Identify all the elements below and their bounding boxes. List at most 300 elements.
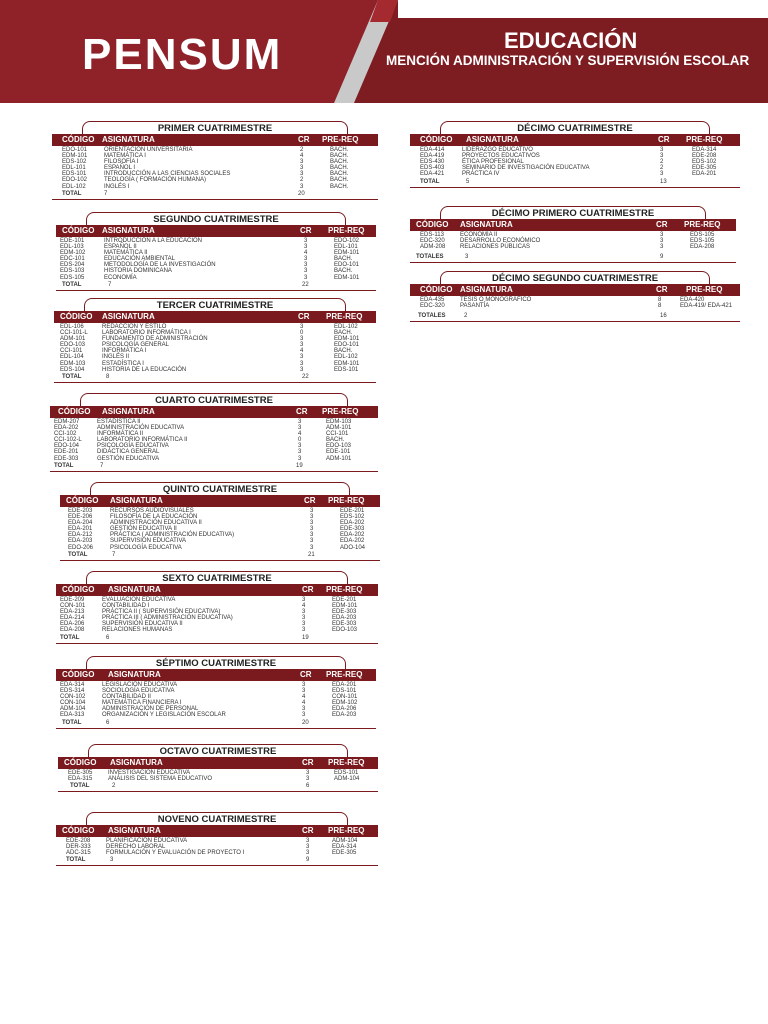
course-name: DESARROLLO ECONÓMICO (460, 238, 541, 245)
course-name: GESTIÓN EDUCATIVA (97, 455, 160, 462)
course-name: FORMULACIÓN Y EVALUACIÓN DE PROYECTO I (106, 850, 245, 857)
course-credits: 3 (306, 838, 310, 844)
course-name: INGLÉS II (102, 354, 130, 361)
course-credits: 3 (300, 159, 304, 166)
total-course-count: 7 (104, 190, 108, 197)
course-name: FILOSOFÍA I (104, 159, 139, 166)
course-code: EDL-102 (62, 183, 86, 190)
semester-section (54, 298, 376, 385)
course-prereq: ADM-101 (326, 425, 352, 432)
course-prereq: BACH. (330, 153, 349, 160)
course-credits: 3 (306, 844, 310, 851)
code-column-header: CÓDIGO (66, 496, 99, 505)
course-name: TESIS O MONOGRÁFICO (460, 297, 532, 303)
column-header-bar (56, 225, 376, 237)
course-credits: 0 (298, 437, 302, 444)
cr-column-header: CR (656, 220, 668, 229)
course-prereq: ADM-104 (334, 776, 360, 783)
course-prereq: BACH. (330, 183, 349, 190)
course-credits: 8 (658, 303, 662, 310)
course-name: ADMINISTRACIÓN DE PERSONAL (102, 706, 199, 713)
course-name: PRÁCTICA II ( SUPERVISIÓN EDUCATIVA) (102, 609, 221, 616)
total-label: TOTAL (420, 178, 440, 185)
total-credits: 22 (302, 281, 309, 288)
semester-section (410, 206, 736, 265)
total-course-count: 6 (106, 719, 110, 726)
course-list (52, 147, 378, 190)
course-credits: 4 (302, 603, 306, 610)
semester-section (410, 271, 740, 324)
course-prereq: EDA-314 (332, 844, 357, 851)
course-credits: 3 (302, 706, 306, 713)
course-prereq: EDS-101 (334, 770, 359, 776)
subject-column-header: ASIGNATURA (108, 585, 161, 594)
course-credits: 3 (302, 627, 306, 634)
semester-title: DÉCIMO SEGUNDO CUATRIMESTRE (440, 271, 710, 287)
course-prereq: CCI-101 (326, 431, 349, 438)
course-credits: 3 (302, 615, 306, 622)
section-divider (54, 382, 376, 383)
total-credits: 6 (306, 783, 310, 790)
course-name: ADMINISTRACIÓN EDUCATIVA II (110, 520, 202, 527)
course-credits: 3 (310, 532, 314, 539)
course-code: EDE-305 (68, 770, 93, 776)
course-code: CCI-102 (54, 431, 77, 438)
course-name: CONTABILIDAD II (102, 694, 151, 701)
course-credits: 3 (660, 171, 664, 178)
course-list (54, 324, 376, 373)
course-credits: 2 (660, 159, 664, 166)
semester-title: OCTAVO CUATRIMESTRE (88, 744, 348, 760)
course-name: LABORATORIO INFORMÁTICA I (102, 330, 191, 337)
total-row (56, 856, 378, 864)
semester-section (58, 744, 378, 794)
semester-title: QUINTO CUATRIMESTRE (90, 482, 350, 498)
course-prereq: BACH. (334, 330, 353, 337)
course-code: EDO-101 (62, 147, 88, 153)
code-column-header: CÓDIGO (420, 285, 453, 294)
course-code: EDE-206 (68, 514, 93, 521)
semester-section (56, 812, 378, 868)
degree-title: EDUCACIÓN (504, 28, 638, 53)
course-code: EDA-203 (68, 538, 93, 545)
course-code: EDA-214 (60, 615, 85, 622)
course-prereq: EDA-203 (332, 712, 357, 719)
course-credits: 3 (304, 244, 308, 251)
course-code: EDS-103 (60, 268, 85, 275)
course-credits: 3 (302, 609, 306, 616)
course-code: EDA-419 (420, 153, 445, 160)
course-list (58, 770, 378, 782)
code-column-header: CÓDIGO (58, 407, 91, 416)
course-credits: 3 (304, 238, 308, 244)
course-credits: 4 (300, 348, 304, 355)
course-credits: 3 (300, 360, 304, 367)
prereq-column-header: PRE-REQ (328, 226, 365, 235)
course-prereq: EDA-202 (340, 532, 365, 539)
course-prereq: BACH. (334, 268, 353, 275)
total-row (410, 312, 740, 320)
course-prereq: EDL-101 (334, 244, 358, 251)
course-credits: 3 (300, 336, 304, 343)
column-header-bar (410, 134, 740, 146)
course-row (410, 244, 736, 250)
course-prereq: EDE-201 (332, 597, 357, 603)
course-code: EDL-106 (60, 324, 84, 330)
semester-title: SEGUNDO CUATRIMESTRE (86, 212, 346, 228)
course-code: EDA-414 (420, 147, 445, 153)
course-name: RECURSOS AUDIOVISUALES (110, 508, 194, 514)
course-prereq: EDA-201 (692, 171, 717, 178)
semester-section (60, 482, 380, 563)
cr-column-header: CR (302, 585, 314, 594)
course-code: EDA-213 (60, 609, 85, 616)
prereq-column-header: PRE-REQ (322, 407, 359, 416)
course-prereq: EDO-101 (334, 262, 360, 269)
course-name: EVALUACIÓN EDUCATIVA (102, 597, 176, 603)
section-divider (50, 471, 378, 472)
course-credits: 3 (298, 449, 302, 456)
course-prereq: EDA-202 (340, 538, 365, 545)
course-name: LEGISLACIÓN EDUCATIVA (102, 682, 178, 688)
prereq-column-header: PRE-REQ (326, 312, 363, 321)
course-name: INTRODUCCIÓN A LAS CIENCIAS SOCIALES (104, 171, 231, 178)
course-name: TEOLOGÍA ( FORMACIÓN HUMANA) (104, 177, 207, 184)
semester-title: DÉCIMO PRIMERO CUATRIMESTRE (440, 206, 706, 222)
course-name: RELACIONES HUMANAS (102, 627, 173, 634)
column-header-bar (56, 584, 378, 596)
course-code: EDA-206 (60, 621, 85, 628)
course-prereq: EDA-206 (332, 706, 357, 713)
course-prereq: ADM-101 (326, 455, 352, 462)
course-code: EDS-403 (420, 165, 445, 172)
total-credits: 9 (660, 254, 664, 261)
course-code: EDA-313 (60, 712, 85, 719)
course-prereq: BACH. (334, 256, 353, 263)
course-credits: 3 (302, 621, 306, 628)
cr-column-header: CR (304, 496, 316, 505)
total-course-count: 2 (112, 783, 116, 790)
column-header-bar (56, 825, 378, 837)
course-credits: 3 (310, 538, 314, 545)
course-list (56, 682, 376, 719)
semester-title: CUARTO CUATRIMESTRE (80, 393, 348, 409)
total-row (56, 719, 376, 727)
cr-column-header: CR (302, 826, 314, 835)
column-header-bar (410, 284, 740, 296)
course-code: EDE-203 (68, 508, 93, 514)
course-prereq: BACH. (330, 171, 349, 178)
course-prereq: EDM-101 (334, 360, 360, 367)
code-column-header: CÓDIGO (64, 758, 97, 767)
course-name: ECONOMÍA (104, 274, 137, 281)
course-prereq: EDO-102 (334, 238, 360, 244)
course-name: PRÁCTICA III ( ADMINISTRACIÓN EDUCATIVA) (102, 615, 233, 622)
course-name: HISTORIA DOMINICANA (104, 268, 172, 275)
section-divider (56, 643, 378, 644)
course-prereq: EDL-102 (334, 324, 358, 330)
course-credits: 3 (304, 274, 308, 281)
course-code: EDO-104 (54, 443, 80, 450)
code-column-header: CÓDIGO (60, 312, 93, 321)
course-name: MATEMÁTICA II (104, 250, 148, 257)
course-credits: 3 (298, 425, 302, 432)
course-prereq: EDE-305 (692, 165, 717, 172)
section-divider (410, 187, 740, 188)
course-credits: 0 (300, 330, 304, 337)
total-credits: 20 (302, 719, 309, 726)
total-course-count: 3 (465, 254, 469, 261)
course-name: ANÁLISIS DEL SISTEMA EDUCATIVO (108, 776, 213, 783)
total-label: TOTAL (62, 190, 82, 197)
course-credits: 3 (310, 526, 314, 533)
course-prereq: EDE-303 (332, 609, 357, 616)
total-course-count: 7 (100, 462, 104, 469)
course-name: PRÁCTICA IV (462, 171, 500, 178)
course-prereq: EDL-102 (334, 354, 358, 361)
course-code: EDA-204 (68, 520, 93, 527)
course-name: PSICOLOGÍA GENERAL (102, 342, 170, 349)
total-row (50, 462, 378, 470)
course-code: EDS-430 (420, 159, 445, 166)
course-name: HISTORIA DE LA EDUCACIÓN (102, 366, 187, 373)
total-label: TOTAL (62, 281, 82, 288)
course-prereq: EDA-208 (690, 244, 715, 251)
code-column-header: CÓDIGO (62, 226, 95, 235)
course-credits: 3 (660, 153, 664, 160)
course-credits: 3 (300, 366, 304, 373)
total-course-count: 3 (110, 857, 114, 864)
course-prereq: ADM-104 (332, 838, 358, 844)
course-name: PLANIFICACIÓN EDUCATIVA (106, 838, 188, 844)
course-prereq: EDE-201 (340, 508, 365, 514)
subject-column-header: ASIGNATURA (110, 496, 163, 505)
course-prereq: EDE-303 (340, 526, 365, 533)
course-prereq: BACH. (334, 348, 353, 355)
course-credits: 3 (298, 455, 302, 462)
course-credits: 3 (306, 776, 310, 783)
column-header-bar (50, 406, 378, 418)
subject-column-header: ASIGNATURA (108, 670, 161, 679)
total-row (410, 253, 736, 261)
course-name: ESTADÍSTICA I (102, 360, 144, 367)
course-name: SUPERVISIÓN EDUCATIVA (110, 538, 187, 545)
course-name: PASANTÍA (460, 303, 490, 310)
cr-column-header: CR (300, 226, 312, 235)
course-name: ÉTICA PROFESIONAL (462, 159, 524, 166)
semester-section (52, 121, 378, 202)
course-code: EDA-315 (68, 776, 93, 783)
course-prereq: BACH. (330, 159, 349, 166)
course-code: EDC-320 (420, 303, 445, 310)
semester-section (50, 393, 378, 474)
total-course-count: 6 (106, 634, 110, 641)
course-code: CCI-102-L (54, 437, 82, 444)
course-name: EDUCACIÓN AMBIENTAL (104, 256, 175, 263)
total-label: TOTAL (62, 719, 82, 726)
course-list (56, 838, 378, 856)
course-list (410, 232, 736, 250)
total-credits: 16 (660, 313, 667, 320)
course-name: PROYECTOS EDUCATIVOS (462, 153, 540, 160)
semester-title: TERCER CUATRIMESTRE (84, 298, 346, 314)
course-credits: 3 (300, 171, 304, 178)
course-credits: 3 (302, 597, 306, 603)
semester-section (410, 121, 740, 190)
total-credits: 13 (660, 178, 667, 185)
course-code: CCI-101 (60, 348, 83, 355)
course-credits: 3 (302, 682, 306, 688)
cr-column-header: CR (296, 407, 308, 416)
course-code: EDM-207 (54, 419, 80, 425)
course-prereq: CON-101 (332, 694, 358, 701)
course-code: ADM-101 (60, 336, 86, 343)
prereq-column-header: PRE-REQ (328, 758, 365, 767)
prereq-column-header: PRE-REQ (326, 585, 363, 594)
mention-subtitle: MENCIÓN ADMINISTRACIÓN Y SUPERVISIÓN ESCOLAR (386, 53, 750, 68)
total-course-count: 5 (466, 178, 470, 185)
course-name: MATEMÁTICA I (104, 153, 146, 160)
section-divider (410, 321, 740, 322)
course-code: CCI-101-L (60, 330, 88, 337)
course-code: EDO-102 (62, 177, 88, 184)
course-prereq: BACH. (330, 147, 349, 153)
subject-column-header: ASIGNATURA (110, 758, 163, 767)
column-header-bar (58, 757, 378, 769)
course-credits: 3 (298, 443, 302, 450)
course-name: ADMINISTRACIÓN EDUCATIVA (97, 425, 185, 432)
total-row (60, 551, 380, 559)
course-credits: 3 (660, 232, 664, 238)
course-name: INGLÉS I (104, 183, 130, 190)
course-prereq: EDM-101 (334, 336, 360, 343)
total-label: TOTALES (416, 254, 444, 261)
course-credits: 3 (300, 183, 304, 190)
total-course-count: 8 (106, 373, 110, 380)
course-credits: 3 (298, 419, 302, 425)
course-credits: 3 (310, 508, 314, 514)
subject-column-header: ASIGNATURA (460, 220, 513, 229)
course-name: ORIENTACIÓN UNIVERSITARIA (104, 147, 193, 153)
course-code: EDL-104 (60, 354, 84, 361)
course-code: EDS-113 (420, 232, 444, 238)
code-column-header: CÓDIGO (62, 670, 95, 679)
course-credits: 3 (310, 544, 314, 551)
course-code: EDM-103 (60, 360, 86, 367)
semester-title: PRIMER CUATRIMESTRE (82, 121, 348, 137)
course-credits: 3 (660, 244, 664, 251)
subject-column-header: ASIGNATURA (102, 135, 155, 144)
course-prereq: EDE-208 (692, 153, 717, 160)
course-code: EDC-101 (60, 256, 85, 263)
course-prereq: EDO-101 (334, 342, 360, 349)
subject-column-header: ASIGNATURA (102, 407, 155, 416)
course-prereq: EDM-101 (332, 603, 358, 610)
course-credits: 3 (660, 147, 664, 153)
course-prereq: EDS-105 (690, 232, 715, 238)
semester-section (56, 571, 378, 646)
total-credits: 19 (296, 462, 303, 469)
column-header-bar (56, 669, 376, 681)
section-divider (58, 791, 378, 792)
course-code: EDA-201 (68, 526, 93, 533)
course-code: EDS-101 (62, 171, 87, 178)
course-prereq: EDO-103 (326, 443, 352, 450)
course-name: INTRODUCCIÓN A LA EDUCACIÓN (104, 238, 203, 244)
course-name: REDACCIÓN Y ESTILO (102, 324, 167, 330)
cr-column-header: CR (298, 312, 310, 321)
section-divider (60, 560, 380, 561)
course-code: EDS-105 (60, 274, 85, 281)
course-credits: 3 (302, 688, 306, 695)
course-code: EDL-101 (62, 165, 86, 172)
semester-section (56, 656, 376, 731)
course-prereq: EDA-202 (340, 520, 365, 527)
subject-column-header: ASIGNATURA (466, 135, 519, 144)
course-name: INFORMÁTICA I (102, 348, 147, 355)
prereq-column-header: PRE-REQ (686, 135, 723, 144)
course-code: EDE-208 (66, 838, 91, 844)
course-list (60, 508, 380, 551)
course-prereq: EDS-101 (332, 688, 357, 695)
course-credits: 4 (302, 694, 306, 701)
subject-column-header: ASIGNATURA (108, 826, 161, 835)
cr-column-header: CR (656, 285, 668, 294)
course-code: EDM-102 (60, 250, 86, 257)
course-code: EDS-104 (60, 366, 85, 373)
course-credits: 3 (300, 342, 304, 349)
semester-title: SÉPTIMO CUATRIMESTRE (86, 656, 346, 672)
cr-column-header: CR (658, 135, 670, 144)
course-credits: 3 (304, 262, 308, 269)
course-credits: 3 (300, 354, 304, 361)
section-divider (56, 290, 376, 291)
course-name: PSICOLOGÍA EDUCATIVA (110, 544, 182, 551)
course-name: SOCIOLOGÍA EDUCATIVA (102, 688, 175, 695)
course-name: RELACIONES PÚBLICAS (460, 244, 531, 251)
course-code: EDA-314 (60, 682, 85, 688)
course-code: EDM-101 (62, 153, 88, 160)
course-name: MATEMÁTICA FINANCIERA I (102, 700, 182, 707)
code-column-header: CÓDIGO (416, 220, 449, 229)
column-header-bar (52, 134, 378, 146)
course-prereq: EDA-314 (692, 147, 717, 153)
code-column-header: CÓDIGO (420, 135, 453, 144)
column-header-bar (54, 311, 376, 323)
code-column-header: CÓDIGO (62, 135, 95, 144)
course-name: SEMINARIO DE INVESTIGACIÓN EDUCATIVA (462, 165, 590, 172)
course-name: CONTABILIDAD I (102, 603, 150, 610)
course-code: DER-333 (66, 844, 91, 851)
course-name: ESPAÑOL II (104, 244, 137, 251)
course-name: ECONOMÍA II (460, 232, 498, 238)
course-name: FUNDAMENTO DE ADMINISTRACIÓN (102, 336, 208, 343)
course-code: CON-104 (60, 700, 86, 707)
total-label: TOTAL (70, 783, 90, 790)
course-code: EDO-206 (68, 544, 94, 551)
semester-section (56, 212, 376, 293)
course-credits: 3 (306, 770, 310, 776)
course-prereq: EDA-420 (680, 297, 705, 303)
course-code: CON-102 (60, 694, 86, 701)
course-prereq: BACH. (326, 437, 345, 444)
course-name: ESTADÍSTICA II (97, 419, 141, 425)
course-credits: 3 (304, 268, 308, 275)
course-list (56, 238, 376, 281)
course-code: ADC-315 (66, 850, 91, 857)
course-prereq: EDS-105 (690, 238, 715, 245)
section-divider (56, 865, 378, 866)
